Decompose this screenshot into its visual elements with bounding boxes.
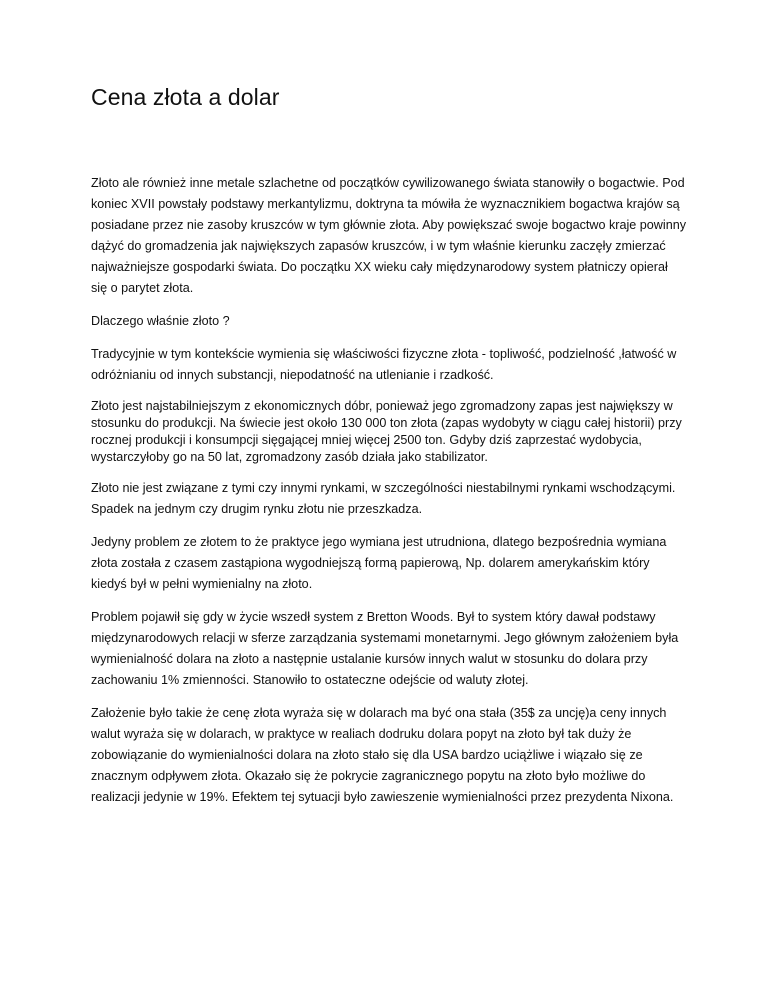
paragraph-exchange-problem: Jedyny problem ze złotem to że praktyce jego wymiana jest utrudniona, dlatego bezpośrednia wymiana złota została z czasem zastąpiona wygodniejszą formą papierową, Np. dolarem amerykańskim który kiedyś był w pełni wymienialny na złoto.	[91, 535, 667, 591]
paragraph-bretton-woods: Problem pojawił się gdy w życie wszedł system z Bretton Woods. Był to system który dawał podstawy międzynarodowych relacji w sferze zarządzania systemami monetarnymi. Jego głównym założeniem była wymienialność dolara na złoto a następnie ustalanie kursów innych walut w stosunku do dolara przy zachowaniu 1% zmienności. Stanowiło to ostateczne odejście od waluty złotej.	[91, 610, 679, 687]
document-body	[91, 173, 686, 808]
paragraph-nixon: Założenie było takie że cenę złota wyraża się w dolarach ma być ona stała (35$ za uncję)a ceny innych walut wyraża się w dolarach, w praktyce w realiach dodruku dolara popyt na złoto był tak duży że zobowiązanie do wymienialności dolara na złoto stało się dla USA bardzo uciążliwe i wiązało się ze znacznym odpływem złota. Okazało się że pokrycie zagranicznego popytu na złoto było możliwe do realizacji jedynie w 19%. Efektem tej sytuacji było zawieszenie wymienialności przez prezydenta Nixona.	[91, 706, 674, 804]
paragraph-stability: Złoto jest najstabilniejszym z ekonomicznych dóbr, ponieważ jego zgromadzony zapas jest największy w stosunku do produkcji. Na świecie jest około 130 000 ton złota (zapas wydobyty w ciągu całej historii) przy rocznej produkcji i konsumpcji sięgającej mniej więcej 2500 ton. Gdyby dziś zaprzestać wydobycia, wystarczyłoby go na 50 lat, zgromadzony zasób działa jako stabilizator.	[91, 399, 682, 464]
paragraph-intro: Złoto ale również inne metale szlachetne od początków cywilizowanego świata stanowiły o bogactwie. Pod koniec XVII powstały podstawy merkantylizmu, doktryna ta mówiła że wyznacznikiem bogactwa krajów są posiadane przez nie zasoby kruszców w tym głównie złota. Aby powiększać swoje bogactwo kraje powinny dążyć do gromadzenia jak największych zapasów kruszców, i w tym właśnie kierunku zaczęły zmierzać najważniejsze gospodarki świata. Do początku XX wieku cały międzynarodowy system płatniczy opierał się o parytet złota.	[91, 176, 686, 295]
document-title: Cena złota a dolar	[91, 84, 280, 110]
paragraph-markets: Złoto nie jest związane z tymi czy innymi rynkami, w szczególności niestabilnymi rynkami wschodzącymi. Spadek na jednym czy drugim rynku złotu nie przeszkadza.	[91, 481, 676, 516]
paragraph-properties: Tradycyjnie w tym kontekście wymienia się właściwości fizyczne złota - topliwość, podzielność ,łatwość w odróżnianiu od innych substancji, niepodatność na utlenianie i rzadkość.	[91, 347, 677, 382]
paragraph-question: Dlaczego właśnie złoto ?	[91, 314, 230, 328]
